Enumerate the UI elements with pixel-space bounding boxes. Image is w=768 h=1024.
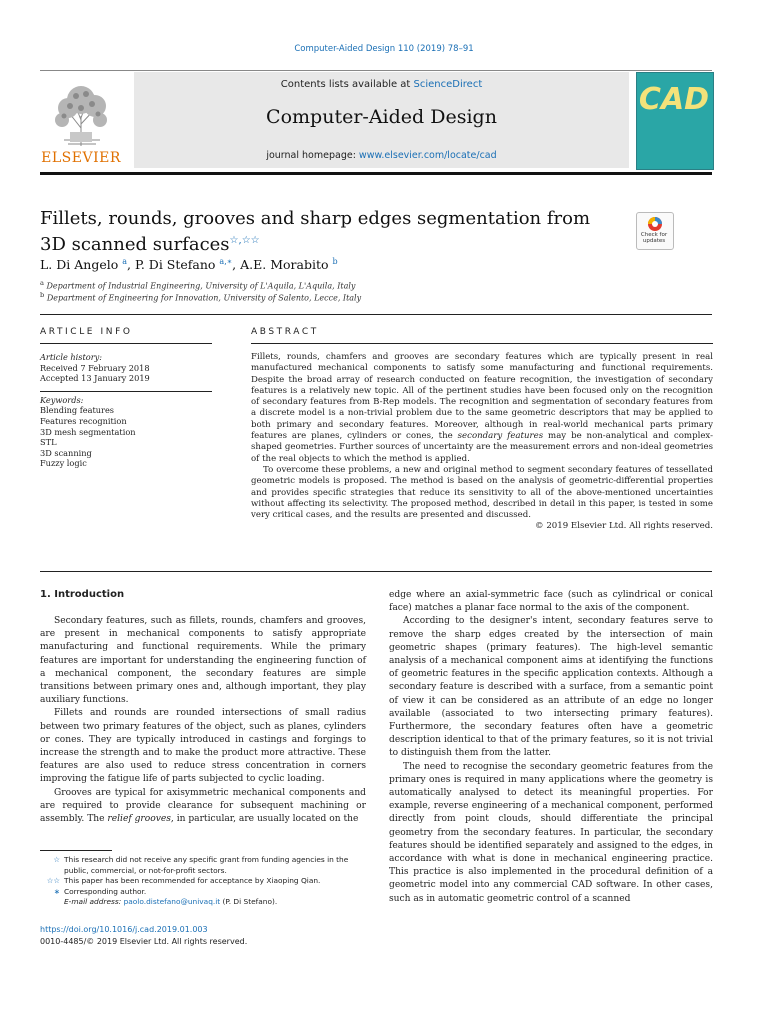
abstract-p1-b: may be non-analytical and complex-shaped geometries. Further sources of uncertainty are the measurement errors and non-ideal geometries of the real objects to which the method is applied. [251,431,713,464]
issn-line: 0010-4485/© 2019 Elsevier Ltd. All rights reserved. [40,937,248,946]
footnote [40,887,370,898]
header-top-rule [40,70,712,71]
footnotes [40,855,370,908]
email-link[interactable]: paolo.distefano@univaq.it [123,897,221,907]
email-label: E-mail address: [64,897,124,907]
author-affil-mark[interactable]: a [122,257,128,266]
author-affil-mark[interactable]: a,∗ [219,257,233,266]
cover-title: CAD [638,82,710,117]
abstract-bottom-rule [40,571,712,572]
homepage-link[interactable]: www.elsevier.com/locate/cad [358,150,497,161]
keywords-rule [40,391,212,392]
check-for-updates-label: Check for updates [640,232,668,244]
article-info-heading: ARTICLE INFO [40,327,133,337]
footnote-spacer [40,897,64,908]
abstract-paragraph-2: To overcome these problems, a new and original method to segment secondary features of tessellated geometric models is proposed. The method is based on the analysis of geometric-differential properties and provides specific strategies that reduce its sensitivity to all of the above-mentioned uncertainties without affecting its selectivity. The proposed method, described in detail in this paper, is tested in some very critical cases, and the results are presented and discussed. [251,464,713,521]
crossmark-icon [637,213,673,233]
body-left-column [40,615,366,826]
footnote-mark: ∗ [53,886,60,896]
accepted-date: Accepted 13 January 2019 [40,373,150,384]
affiliation-b [40,291,640,303]
abstract-heading-rule [251,343,713,344]
abstract-paragraph-1 [251,352,713,465]
footnote-text: This paper has been recommended for acceptance by Xiaoping Qian. [64,876,321,886]
authors-line: L. Di Angelo $^a$, P. Di Stefano $^{a,∗}$, A.E. Morabito $^b$ [40,257,338,273]
footnote [40,876,370,887]
email-suffix: (P. Di Stefano). [220,897,278,907]
footnote [40,855,370,876]
check-for-updates-badge[interactable] [636,212,674,250]
keyword-item: Features recognition [40,415,127,426]
article-title [40,208,600,256]
keyword-item: Fuzzy logic [40,458,87,469]
section-heading: 1. Introduction [40,589,125,600]
body-right-column [389,589,713,906]
affiliation-mark: b [40,291,45,299]
footnote-rule [40,850,112,851]
article-title-text: Fillets, rounds, grooves and sharp edges segmentation from 3D scanned surfaces [40,208,591,255]
keyword-item: Blending features [40,405,115,416]
keyword-item: 3D scanning [40,447,92,458]
body-paragraph: Secondary features, such as fillets, rounds, chamfers and grooves, are present in mechanical components to satisfy appropriate manufacturing and functional requirements. While the primary features are important for understanding the engineering function of a mechanical component, the secondary features are simple transitions between primary ones and, although important, they play auxiliary functions. [40,616,366,706]
affiliation-text: Department of Industrial Engineering, University of L'Aquila, L'Aquila, Italy [46,281,356,291]
homepage-prefix: journal homepage: [266,150,359,161]
abstract-p1-em: secondary features [457,431,544,442]
header-bottom-rule [40,172,712,175]
homepage-line [134,150,629,161]
body-paragraph: The need to recognise the secondary geometric features from the primary ones is required in many applications where the geometry is automatically analysed to detect its meaningful properties. For example, reverse engineering of a mechanical component, performed directly from point clouds, should differentiate the principal geometry from the secondary features. In particular, the secondary features should be identified separately and assigned to the edges, in accordance with what is done in mechanical engineering practice. This practice is also implemented in the procedural definition of a geometric model into any commercial CAD software. In other cases, such as in automatic geometric control of a scanned [389,761,713,904]
author-name: A.E. Morabito [240,257,329,273]
body-paragraph: edge where an axial-symmetric face (such as cylindrical or conical face) matches a planar face normal to the axis of the component. [389,590,713,614]
sciencedirect-link[interactable]: ScienceDirect [413,79,483,90]
footnote-mark: ☆☆ [46,876,60,886]
keyword-item: 3D mesh segmentation [40,426,136,437]
body-text: Grooves are typical for axisymmetric mechanical components and are required to provide clearance for subsequent machining or assembly. The [40,787,366,825]
keyword-item: STL [40,437,57,448]
affiliation-text: Department of Engineering for Innovation, University of Salento, Lecce, Italy [46,293,362,303]
body-text: , in particular, are usually located on the [170,814,359,825]
email-footnote [40,897,370,908]
title-footnote-marks[interactable]: ☆,☆☆ [229,235,260,246]
info-top-rule [40,314,712,315]
affiliation-mark: a [40,279,44,287]
body-emphasis: relief grooves [107,814,171,825]
elsevier-wordmark: ELSEVIER [41,150,121,166]
doi-link[interactable]: https://doi.org/10.1016/j.cad.2019.01.003 [40,925,208,934]
author-affil-mark[interactable]: b [332,257,338,266]
body-paragraph [40,787,366,827]
keywords-label: Keywords: [40,394,84,405]
body-paragraph: Fillets and rounds are rounded intersections of small radius between two primary features of the object, such as planes, cylinders or cones. They are typically introduced in castings and forgings to increase the strength and to make the product more attractive. These features are also used to reduce stress concentration in corners improving the fatigue life of parts subjected to cyclic loading. [40,708,366,785]
article-info-column [40,352,212,469]
footnote-text: Corresponding author. [64,886,147,896]
journal-title: Computer-Aided Design [266,106,497,128]
footnote-text: This research did not receive any specific grant from funding agencies in the public, commercial, or not-for-profit sectors. [64,855,349,875]
body-paragraph: According to the designer's intent, secondary features serve to remove the sharp edges created by the intersection of main geometric shapes (primary features). The high-level semantic analysis of a mechanical component aims at identifying the functions of geometric features in the specific application contexts. Although a secondary feature is described with a surface, from a semantic point of view it can be considered as an attribute of an edge no longer available (associated to two intersecting primary features). Furthermore, the secondary features often have a geometric description identical to that of the primary features, so it is not trivial to distinguish them from the latter. [389,616,713,759]
history-label: Article history: [40,352,102,362]
author-name: P. Di Stefano [134,257,216,273]
abstract-text [251,352,713,533]
received-date: Received 7 February 2018 [40,362,150,373]
info-heading-rule [40,343,212,344]
abstract-copyright: © 2019 Elsevier Ltd. All rights reserved. [535,521,713,532]
footnote-mark: ☆ [53,855,60,864]
journal-reference[interactable]: Computer-Aided Design 110 (2019) 78–91 [294,44,474,54]
affiliation-a [40,279,640,291]
contents-prefix: Contents lists available at [280,79,414,90]
contents-line [134,79,629,90]
abstract-p1-a: Fillets, rounds, chamfers and grooves are secondary features which are typically present in real manufactured mechanical components to satisfy some manufacturing and functional requirements. Despite the broad array of research conducted on feature recognition, the investigation of secondary features is a relatively new topic. All of the pertinent studies have been focused only on the recognition of secondary features from B-Rep models. The recognition and segmentation of secondary features from a discrete model is a non-trivial problem due to the same geometric descriptors that may be applied to both primary and secondary features. Moreover, although in real-world mechanical parts primary features are planes, cylinders or cones, the [251,352,713,442]
author-name: L. Di Angelo [40,257,119,273]
abstract-heading: ABSTRACT [251,327,319,337]
